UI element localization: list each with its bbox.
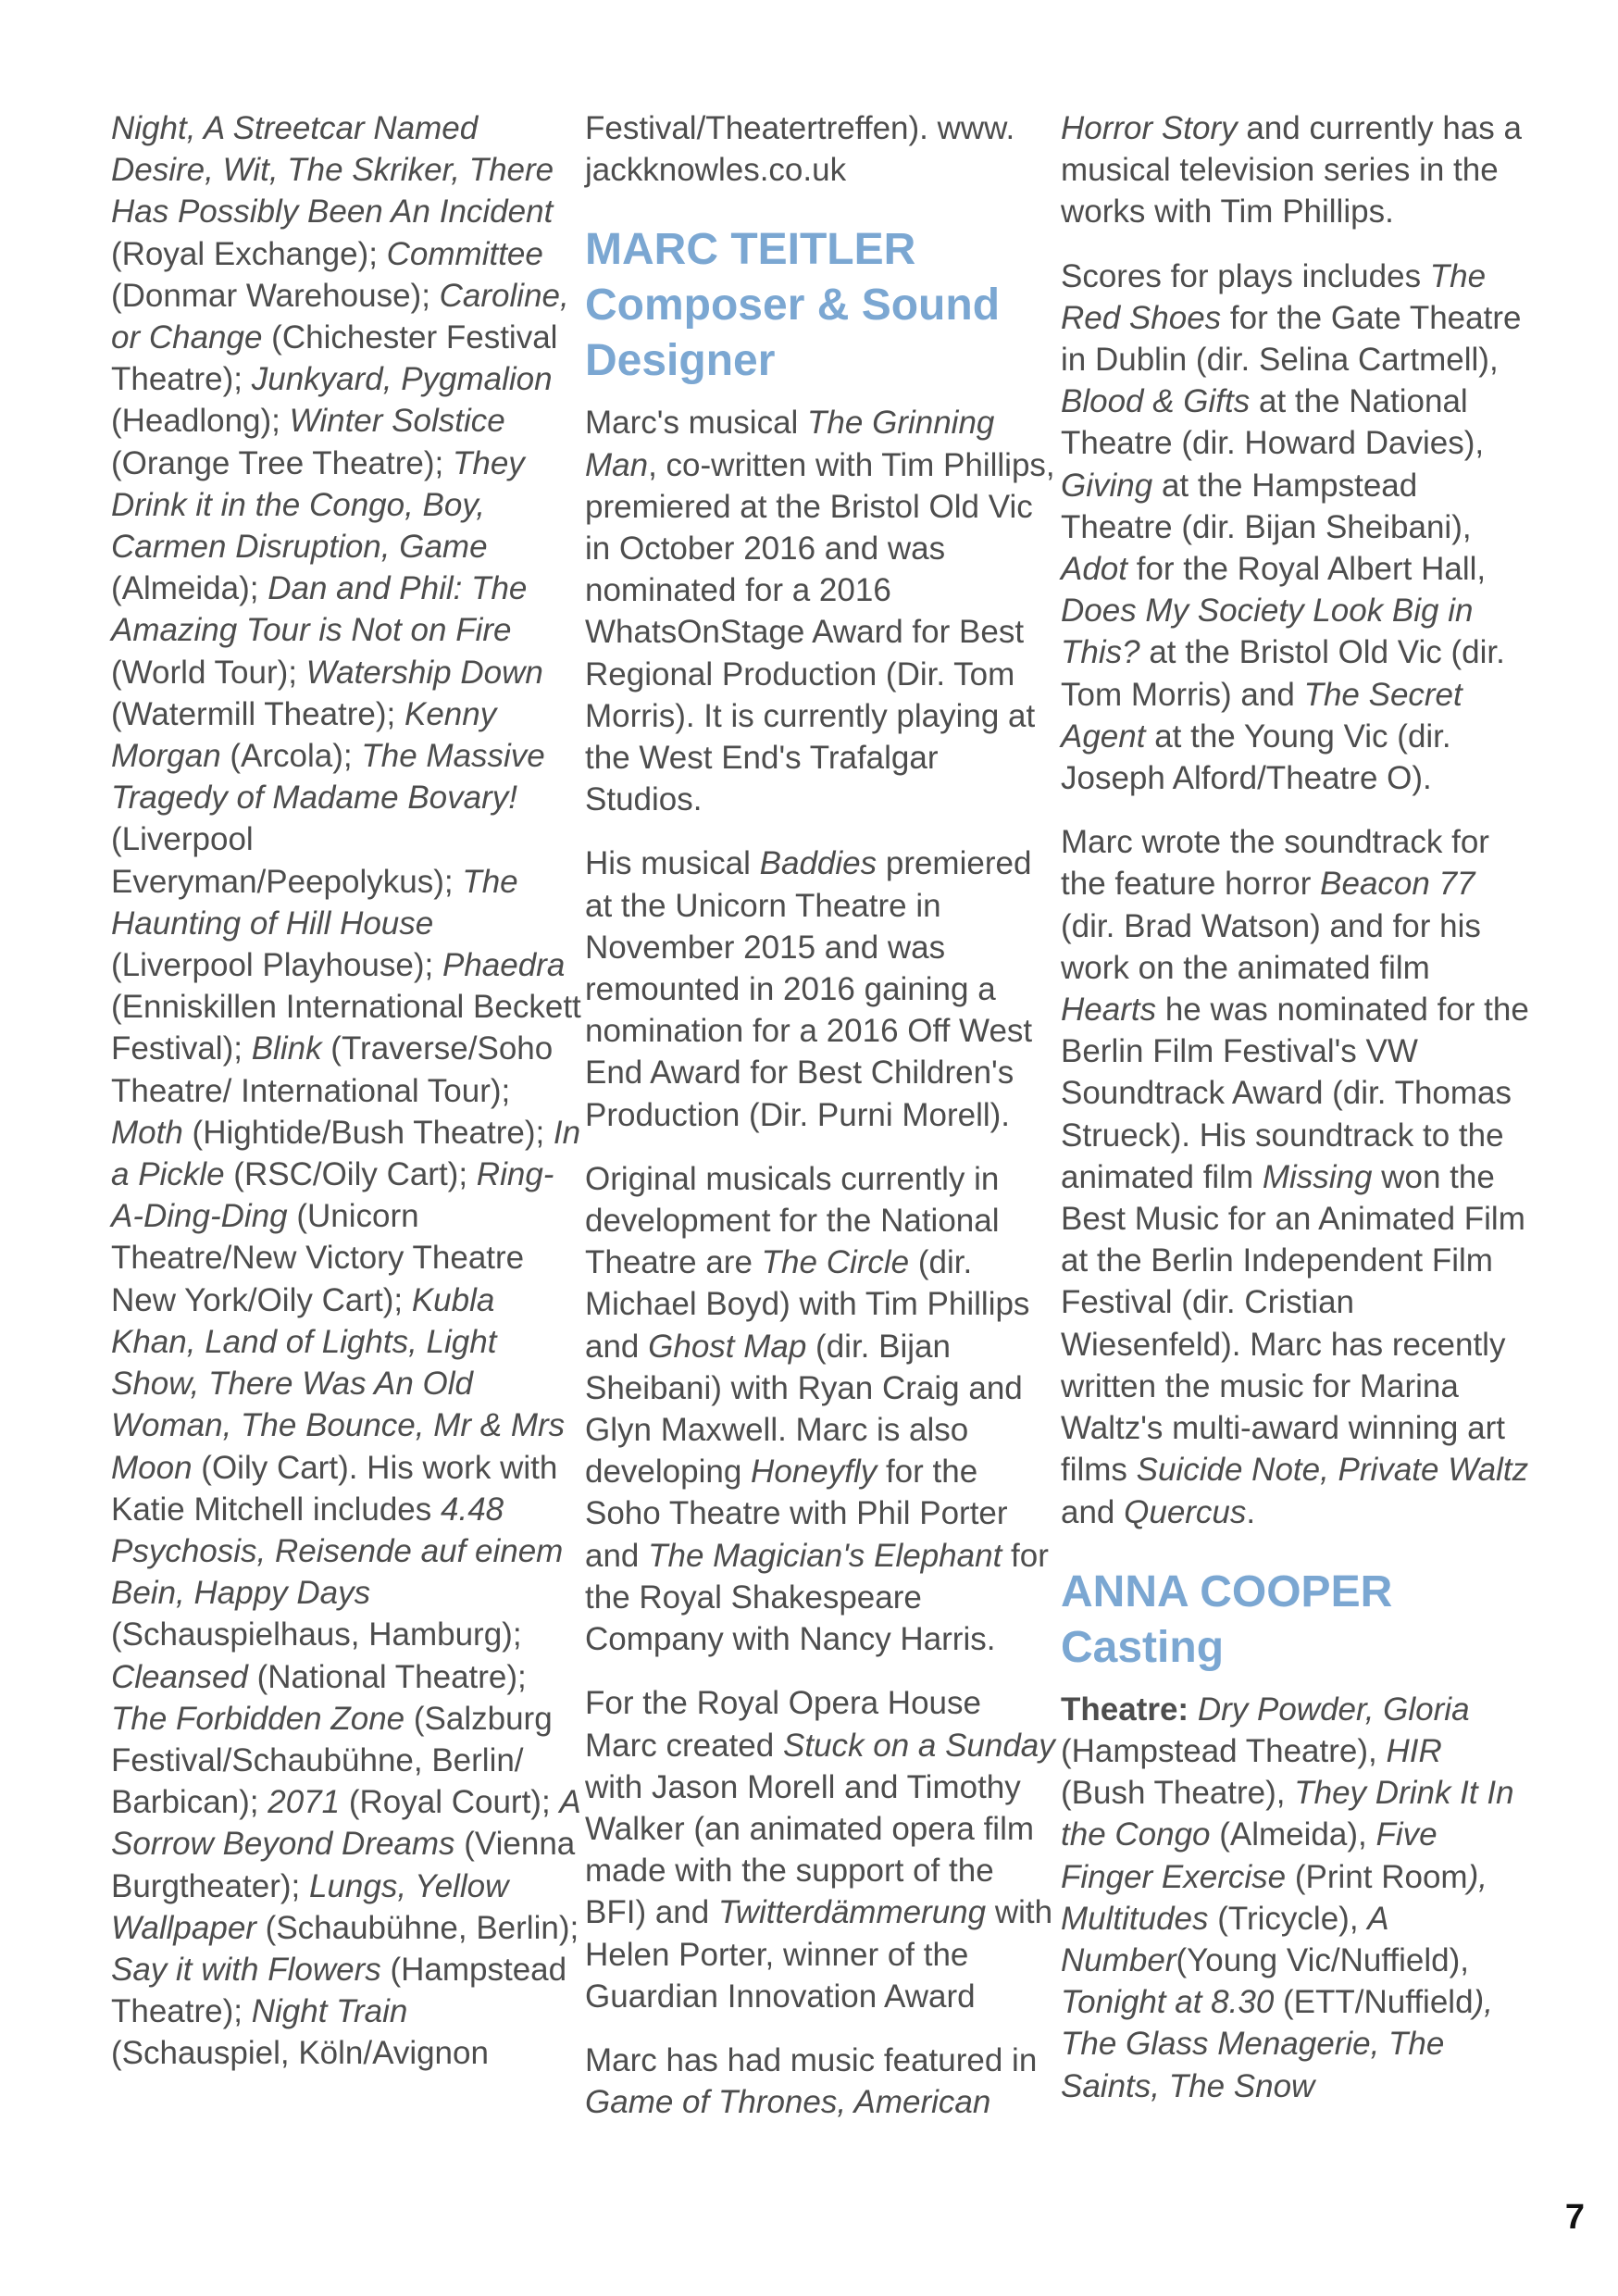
text-run: (Young Vic/Nuffield), [1176, 1941, 1469, 1978]
italic-title: Say it with Flowers [111, 1951, 381, 1988]
italic-title: They Drink it in the Congo, Boy, Carmen Disruption, Game [111, 444, 525, 566]
text-run: and [1061, 1493, 1125, 1530]
text-run: (Unicorn Theatre/New Victory Theatre New York/Oily Cart); [111, 1198, 525, 1318]
italic-title: 2071 [268, 1784, 341, 1821]
text-run: (Vienna Burgtheater); [111, 1826, 576, 1904]
text-run: Marc's musical [585, 405, 808, 442]
text-run: (Schauspielhaus, Hamburg); [111, 1616, 522, 1653]
italic-title: Giving [1061, 467, 1153, 504]
text-run: (Print Room [1286, 1858, 1468, 1895]
jack-knowles-website-paragraph [585, 107, 1057, 191]
marc-teitler-name-heading: MARC TEITLER [585, 225, 916, 275]
italic-title: Kubla Khan, Land of Lights, Light Show, There Was An Old Woman, The Bounce, Mr & Mrs Moon [111, 1281, 566, 1486]
italic-title: Kenny Morgan [111, 695, 497, 775]
italic-title: Committee [386, 235, 543, 272]
text-run: (dir. Michael Boyd) with Tim Phillips and [585, 1244, 1030, 1365]
anna-cooper-name-heading: ANNA COOPER [1061, 1566, 1393, 1616]
italic-title: Twitterdämmerung [717, 1894, 987, 1931]
italic-title: 4.48 Psychosis, Reisende auf einem Bein, Happy Days [111, 1491, 564, 1612]
bold-label: Theatre: [1061, 1691, 1189, 1728]
text-run: (RSC/Oily Cart); [224, 1156, 477, 1193]
text-run: , co-written with Tim Phillips, premiered at the Bristol Old Vic in October 2016 and was nominated for a 2016 WhatsOnStage Award for Best Regional Production (Dir. Tom Morris). It is currently playing at the West End's Trafalgar Studios. [585, 446, 1055, 818]
italic-title: The Grinning Man [585, 405, 995, 483]
text-run: at the Young Vic (dir. Joseph Alford/Theatre O). [1061, 718, 1451, 797]
italic-title: Missing [1262, 1158, 1373, 1195]
anna-cooper-credits-paragraph [1061, 1689, 1533, 2107]
italic-title: ), Multitudes [1061, 1858, 1487, 1937]
text-run: (Chichester Festival Theatre); [111, 319, 558, 398]
text-run: with Jason Morell and Timothy Walker (an animated opera film made with the support of the BFI) and [585, 1768, 1035, 1931]
text-run: Scores for plays includes [1061, 257, 1430, 294]
italic-title: Beacon 77 [1320, 866, 1475, 903]
italic-title: Baddies [759, 845, 877, 882]
text-run: (Schaubühne, Berlin); [255, 1909, 579, 1946]
marc-teitler-bio-paragraph-3 [585, 1158, 1057, 1660]
marc-teitler-bio-paragraph-2 [585, 842, 1057, 1135]
italic-title: ), The Glass Menagerie, The Saints, The Snow [1061, 1984, 1493, 2104]
marc-teitler-role-heading: Composer & Sound Designer [585, 281, 1001, 386]
marc-teitler-scores-paragraph [1061, 256, 1533, 800]
text-run: (Royal Court); [340, 1784, 560, 1821]
anna-cooper-role-heading: Casting [1061, 1622, 1225, 1672]
italic-title: Junkyard, Pygmalion [251, 361, 553, 398]
italic-title: Does My Society Look Big in This? [1061, 593, 1474, 671]
italic-title: They Drink It In the Congo [1061, 1775, 1514, 1853]
text-run: (Royal Exchange); [111, 235, 387, 272]
page-number: 7 [1564, 2198, 1585, 2237]
text-run: (Arcola); [220, 738, 362, 775]
italic-title: Stuck on a Sunday [782, 1727, 1055, 1764]
text-run: (World Tour); [111, 654, 306, 691]
text-run: (Salzburg Festival/Schaubühne, Berlin/ Barbican); [111, 1700, 553, 1821]
text-run: and currently has a musical television series in the works with Tim Phillips. [1061, 110, 1522, 231]
text-run: (Enniskillen International Beckett Festival); [111, 989, 581, 1067]
italic-title: Quercus [1124, 1493, 1247, 1530]
text-run: (National Theatre); [247, 1658, 527, 1695]
marc-teitler-bio-paragraph-1 [585, 402, 1057, 820]
text-run: for the Gate Theatre in Dublin (dir. Selina Cartmell), [1061, 299, 1522, 379]
italic-title: Horror Story [1061, 110, 1238, 146]
text-run: For the Royal Opera House Marc created [585, 1685, 981, 1764]
italic-title: Five Finger Exercise [1061, 1816, 1438, 1895]
italic-title: The Secret Agent [1061, 676, 1462, 755]
text-run: (Hampstead Theatre); [111, 1951, 567, 2030]
text-run: (Tricycle), [1208, 1900, 1368, 1937]
column-middle [585, 107, 1057, 2145]
italic-title: The Massive Tragedy of Madame Bovary! [111, 738, 545, 817]
italic-title: Hearts [1061, 992, 1157, 1029]
italic-title: The Circle [761, 1244, 910, 1281]
text-run: at the Hampstead Theatre (dir. Bijan Sheibani), [1061, 467, 1472, 545]
text-run: Marc wrote the soundtrack for the feature horror [1061, 824, 1489, 903]
text-run: (Hampstead Theatre), [1061, 1732, 1387, 1769]
italic-title: Cleansed [111, 1658, 248, 1695]
text-run: for the Soho Theatre with Phil Porter and [585, 1454, 1008, 1574]
text-run: (Almeida), [1210, 1816, 1376, 1853]
text-run: won the Best Music for an Animated Film at the Berlin Independent Film Festival (dir. Cristian Wiesenfeld). Marc has recently written the music for Marina Waltz's multi-award winning art films [1061, 1158, 1525, 1489]
text-run: . [1246, 1493, 1256, 1530]
italic-title: Caroline, or Change [111, 277, 569, 356]
text-run: he was nominated for the Berlin Film Festival's VW Soundtrack Award (dir. Thomas Strueck). His soundtrack to the animated film [1061, 992, 1529, 1195]
italic-title: Ring-A-Ding-Ding [111, 1156, 554, 1235]
italic-title: The Forbidden Zone [111, 1700, 405, 1737]
italic-title: Suicide Note, Private Waltz [1136, 1452, 1529, 1489]
column-left [111, 107, 583, 2097]
text-run: premiered at the Unicorn Theatre in November 2015 and was remounted in 2016 gaining a nomination for a 2016 Off West End Award for Best Children's Production (Dir. Purni Morell). [585, 845, 1033, 1133]
text-run: (ETT/Nuffield [1274, 1984, 1474, 2021]
italic-title: Winter Solstice [289, 403, 505, 440]
text-run: (Schauspiel, Köln/Avignon [111, 2035, 489, 2072]
text-run [1189, 1691, 1198, 1728]
text-run: for the Royal Albert Hall, [1127, 551, 1487, 588]
text-run: (dir. Bijan Sheibani) with Ryan Craig and Glyn Maxwell. Marc is also developing [585, 1328, 1023, 1491]
italic-title: Game of Thrones, American [585, 2084, 991, 2121]
italic-title: A Sorrow Beyond Dreams [111, 1784, 580, 1863]
column-right [1061, 107, 1533, 2129]
marc-teitler-bio-paragraph-5 [585, 2040, 1057, 2123]
text-run: Original musicals currently in development for the National Theatre are [585, 1160, 1000, 1281]
text-run: (Almeida); [111, 570, 268, 607]
italic-title: Dry Powder, Gloria [1197, 1691, 1470, 1728]
text-run: (Oily Cart). His work with Katie Mitchell includes [111, 1449, 558, 1528]
text-run: His musical [585, 845, 760, 882]
text-run: (Headlong); [111, 403, 290, 440]
text-run: at the National Theatre (dir. Howard Davies), [1061, 383, 1485, 462]
italic-title: Blood & Gifts [1061, 383, 1251, 420]
italic-title: Moth [111, 1114, 183, 1151]
italic-title: The Magician's Elephant [648, 1537, 1002, 1574]
text-run: (Hightide/Bush Theatre); [182, 1114, 554, 1151]
italic-title: Tonight at 8.30 [1061, 1984, 1275, 2021]
text-run: Festival/Theatertreffen). www. jackknowles.co.uk [585, 110, 1015, 189]
italic-title: HIR [1386, 1732, 1442, 1769]
italic-title: In a Pickle [111, 1114, 581, 1193]
italic-title: A Number [1061, 1900, 1388, 1978]
marc-teitler-soundtrack-paragraph [1061, 821, 1533, 1532]
text-run: (Bush Theatre), [1061, 1775, 1295, 1812]
italic-title: Ghost Map [648, 1328, 807, 1365]
marc-teitler-bio-paragraph-6 [1061, 107, 1533, 233]
text-run: at the Bristol Old Vic (dir. Tom Morris) and [1061, 634, 1505, 713]
italic-title: Blink [251, 1030, 322, 1067]
italic-title: The Haunting of Hill House [111, 863, 518, 942]
text-run: (dir. Brad Watson) and for his work on the animated film [1061, 907, 1481, 986]
italic-title: Night Train [251, 1993, 408, 2030]
text-run: Marc has had music featured in [585, 2041, 1038, 2078]
text-run: (Liverpool Playhouse); [111, 947, 442, 984]
text-run: (Watermill Theatre); [111, 695, 404, 732]
marc-teitler-bio-paragraph-4 [585, 1682, 1057, 2017]
italic-title: Dan and Phil: The Amazing Tour is Not on Fire [111, 570, 528, 649]
text-run: (Donmar Warehouse); [111, 277, 440, 314]
jack-knowles-credits-paragraph [111, 107, 583, 2075]
italic-title: Night, A Streetcar Named Desire, Wit, The Skriker, There Has Possibly Been An Incident [111, 110, 554, 231]
italic-title: Watership Down [305, 654, 543, 691]
italic-title: Phaedra [442, 947, 566, 984]
italic-title: Honeyfly [751, 1454, 877, 1491]
text-run: (Orange Tree Theatre); [111, 444, 453, 481]
text-run: (Traverse/Soho Theatre/ International Tour); [111, 1030, 554, 1109]
text-run: for the Royal Shakespeare Company with Nancy Harris. [585, 1537, 1049, 1658]
italic-title: The Red Shoes [1061, 257, 1487, 336]
italic-title: Adot [1061, 551, 1127, 588]
text-run: (Liverpool Everyman/Peepolykus); [111, 821, 463, 900]
text-run: with Helen Porter, winner of the Guardian Innovation Award [585, 1894, 1053, 2015]
italic-title: Lungs, Yellow Wallpaper [111, 1867, 509, 1946]
